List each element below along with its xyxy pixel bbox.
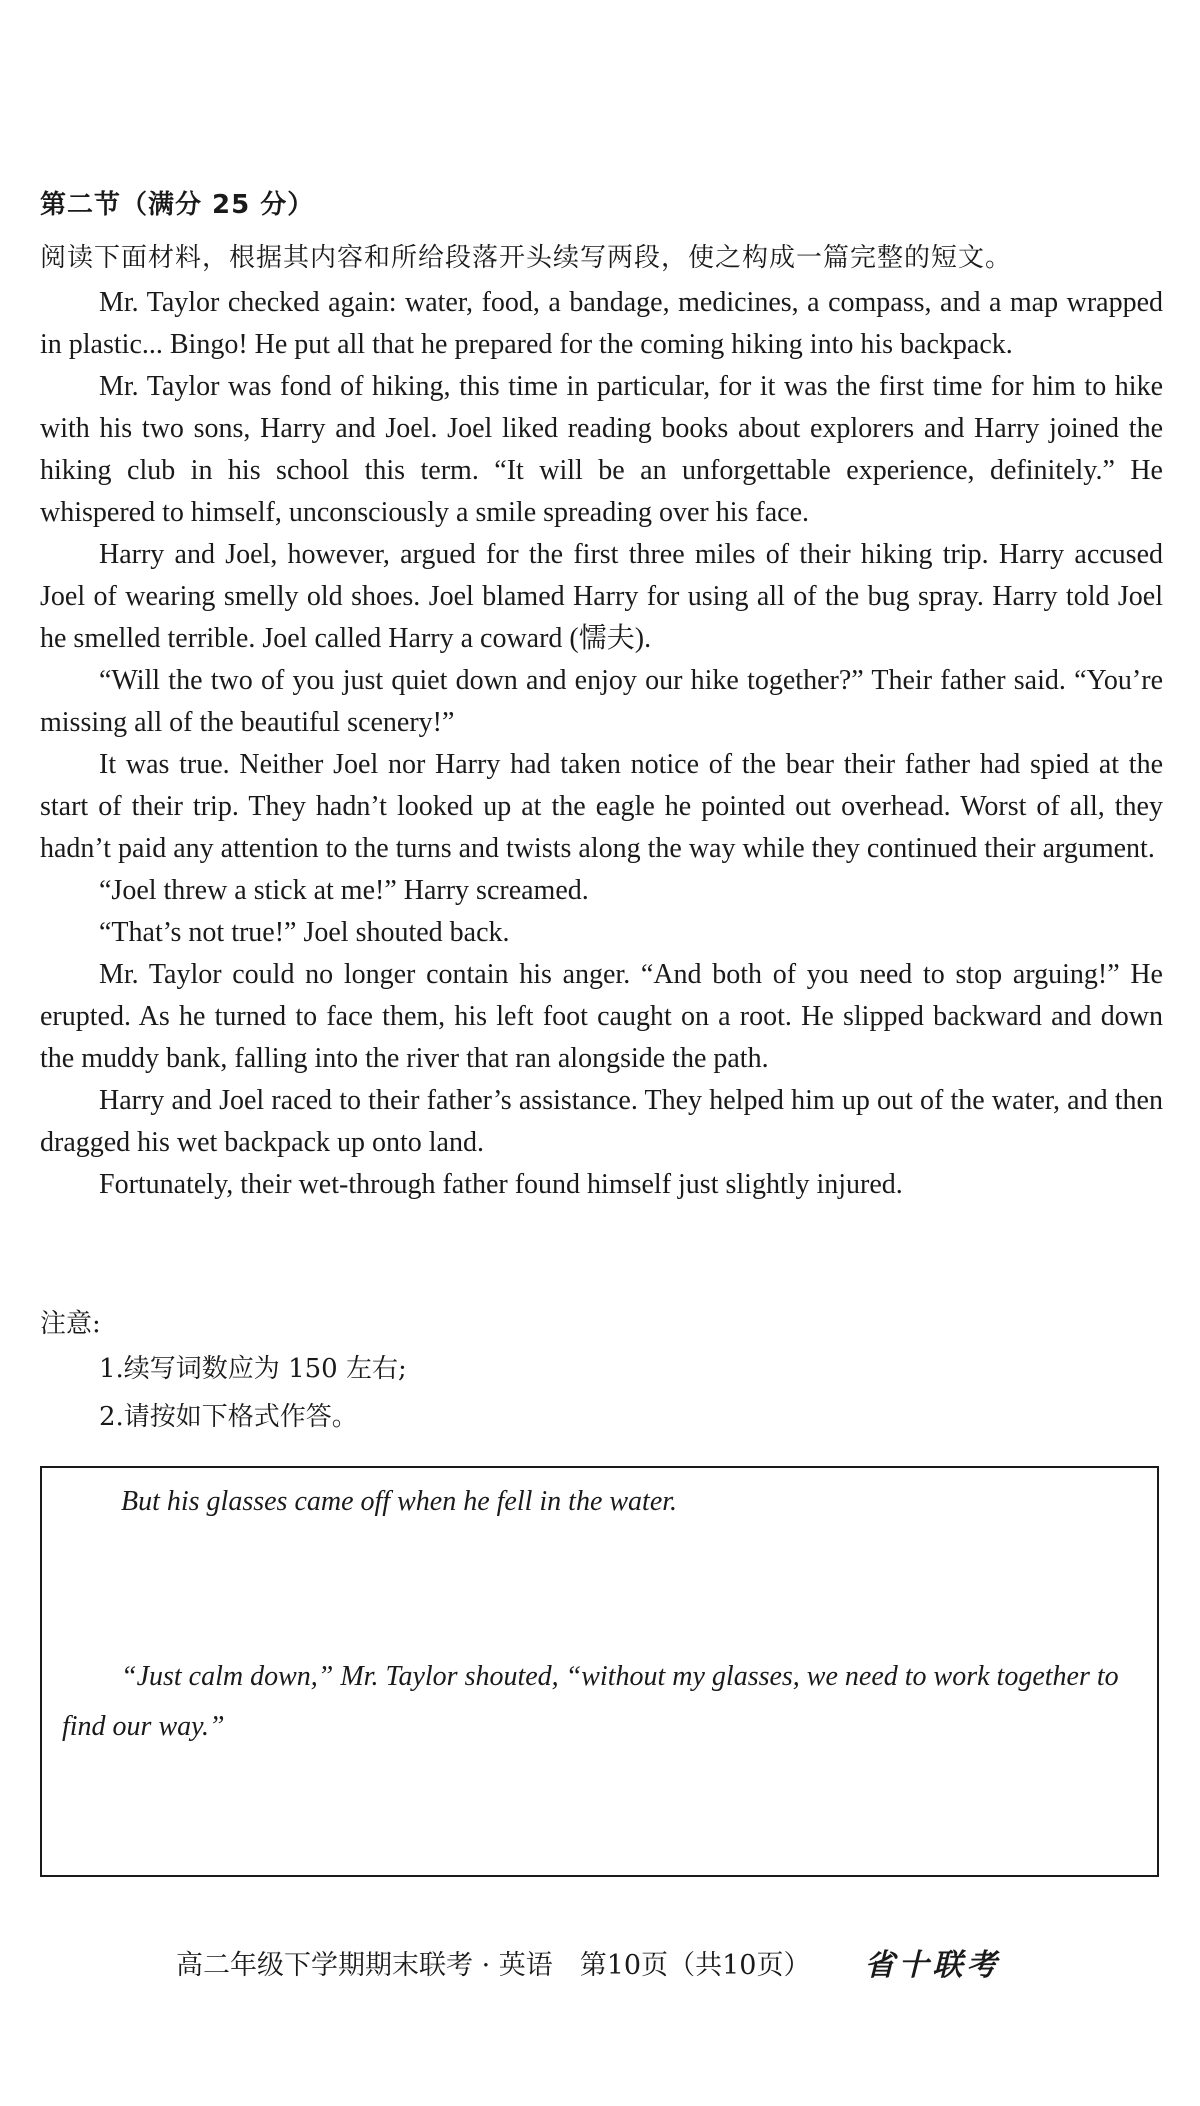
paragraph-1-opening: But his glasses came off when he fell in the water. <box>121 1486 678 1517</box>
note-item: 2.请按如下格式作答。 <box>99 1402 358 1432</box>
passage-paragraph: Harry and Joel raced to their father’s assistance. They helped him up out of the water, and then dragged his wet backpack up onto land. <box>40 1085 1163 1158</box>
section-instruction: 阅读下面材料，根据其内容和所给段落开头续写两段，使之构成一篇完整的短文。 <box>40 243 1013 273</box>
exam-page <box>40 0 1163 2106</box>
paragraph-2-opening: “Just calm down,” Mr. Taylor shouted, “without my glasses, we need to work together to find our way.” <box>62 1661 1119 1742</box>
reading-passage <box>40 282 1163 1206</box>
passage-paragraph: Mr. Taylor was fond of hiking, this time in particular, for it was the first time for him to hike with his two sons, Harry and Joel. Joel liked reading books about explorers and Harry joined the hiking club in his school this term. “It will be an unforgettable experience, definitely.” He whispered to himself, unconsciously a smile spreading over his face. <box>40 371 1163 528</box>
exam-seal-logo: 省十联考 <box>864 1948 1001 1983</box>
passage-paragraph: Harry and Joel, however, argued for the first three miles of their hiking trip. Harry accused Joel of wearing smelly old shoes. Joel blamed Harry for using all of the bug spray. Harry told Joel he smelled terrible. Joel called Harry a coward (懦夫). <box>40 539 1163 654</box>
note-item: 1.续写词数应为 150 左右; <box>99 1354 407 1384</box>
notes-list <box>40 1345 407 1441</box>
passage-paragraph: Fortunately, their wet-through father found himself just slightly injured. <box>99 1169 903 1200</box>
page-footer <box>176 1940 1000 1984</box>
passage-paragraph: Mr. Taylor checked again: water, food, a bandage, medicines, a compass, and a map wrapped in plastic... Bingo! He put all that he prepared for the coming hiking into his backpack. <box>40 287 1163 360</box>
answer-box <box>40 1466 1159 1877</box>
passage-paragraph: “That’s not true!” Joel shouted back. <box>99 917 510 948</box>
section-title: 第二节（满分 25 分） <box>40 190 315 220</box>
passage-paragraph: “Will the two of you just quiet down and enjoy our hike together?” Their father said. “You’re missing all of the beautiful scenery!” <box>40 665 1163 738</box>
notes-section <box>40 1303 407 1441</box>
footer-text: 高二年级下学期期末联考 · 英语 第10页（共10页） <box>176 1949 811 1981</box>
passage-paragraph: It was true. Neither Joel nor Harry had taken notice of the bear their father had spied at the start of their trip. They hadn’t looked up at the eagle he pointed out overhead. Worst of all, they hadn’t paid any attention to the turns and twists along the way while they continued their argument. <box>40 749 1163 864</box>
passage-paragraph: Mr. Taylor could no longer contain his anger. “And both of you need to stop arguing!” He erupted. As he turned to face them, his left foot caught on a root. He slipped backward and down the muddy bank, falling into the river that ran alongside the path. <box>40 959 1163 1074</box>
passage-paragraph: “Joel threw a stick at me!” Harry screamed. <box>99 875 589 906</box>
notes-label: 注意: <box>40 1309 101 1339</box>
